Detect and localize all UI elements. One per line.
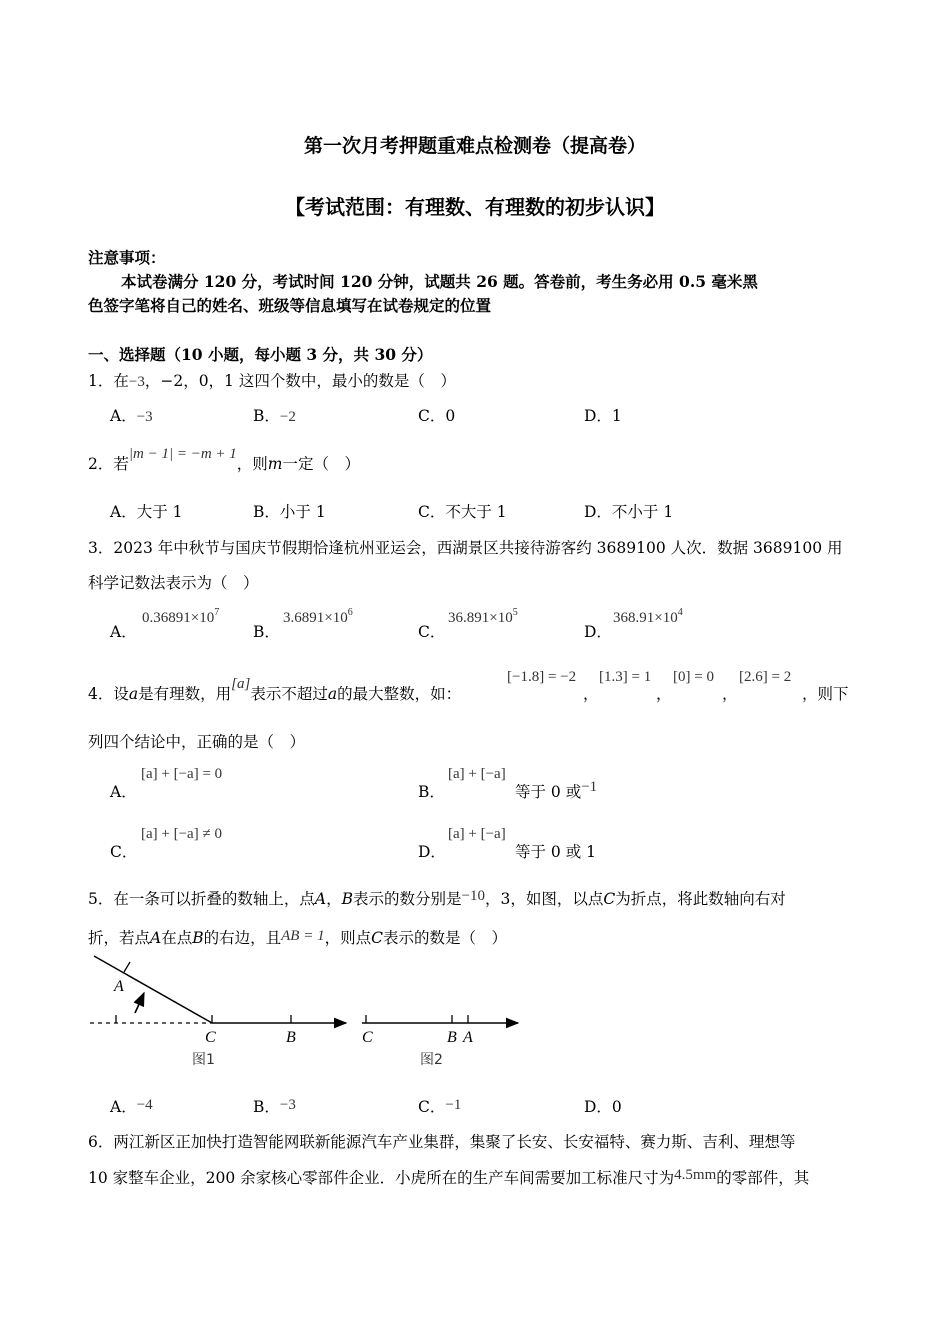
q5-option-a: A．−4 (110, 1097, 153, 1116)
q3-option-a: $0.36891\times 10^7$ (142, 607, 220, 626)
q2-option-d: D．不小于 1 (584, 503, 674, 521)
tick-a (124, 962, 130, 972)
q3-option-d-label: D． (584, 623, 612, 641)
page-title: 第一次月考押题重难点检测卷（提高卷） (303, 135, 646, 157)
notice-line-1: 本试卷满分 120 分，考试时间 120 分钟，试题共 26 题。答卷前，考生务必用 0.5 毫米黑 (121, 272, 758, 291)
q4-example-4: [2.6] = 2 (739, 669, 792, 685)
q4-example-1: [−1.8] = −2 (507, 669, 577, 685)
q4-option-b-label: B． (418, 783, 445, 801)
q3-option-c-label: C． (418, 623, 446, 641)
q4-option-b: [a] + [−a] (448, 766, 506, 782)
q2-option-c: C．不大于 1 (418, 503, 507, 521)
q3-option-b-label: B． (253, 623, 280, 641)
q4-option-a: [a] + [−a] = 0 (141, 766, 223, 782)
q4-comma-3: ， (722, 685, 738, 703)
label-a: A (463, 1029, 473, 1046)
q1-option-a: A．−3 (110, 407, 153, 425)
question-2-stem: 2．若|m − 1| = −m + 1，则m一定（ ） (88, 446, 361, 473)
q4-stem-end: ，则下 (802, 685, 849, 703)
q3-option-b: $3.6891\times 10^6$ (283, 607, 353, 626)
q4-option-a-label: A． (110, 783, 137, 801)
folded-number-line-figure-1 (86, 948, 356, 1076)
figure-1-caption: 图1 (192, 1052, 215, 1068)
question-3-line-1: 3．2023 年中秋节与国庆节假期恰逢杭州亚运会，西湖景区共接待游客约 3689100 人次．数据 3689100 用 (88, 539, 843, 557)
fold-arrow (135, 993, 144, 1013)
q4-option-b-tail: 等于 0 或−1 (515, 779, 598, 801)
question-6-line-2: 10 家整车企业，200 余家核心零部件企业．小虎所在的生产车间需要加工标准尺寸为4.5mm的零部件，其 (88, 1167, 810, 1187)
notice-heading: 注意事项： (88, 248, 166, 267)
folded-number-line-figure-2 (356, 1010, 526, 1074)
question-3-line-2: 科学记数法表示为（ ） (88, 574, 259, 592)
q5-option-c: C．−1 (418, 1097, 462, 1116)
q3-option-a-label: A． (110, 623, 137, 641)
question-5-line-2: 折，若点A在点B的右边，且AB = 1，则点C表示的数是（ ） (88, 928, 507, 947)
q4-option-d-label: D． (418, 843, 446, 861)
figure-2-caption: 图2 (420, 1052, 443, 1068)
q1-option-d: D．1 (584, 407, 622, 425)
label-c: C (362, 1029, 373, 1046)
label-a: A (114, 978, 124, 995)
q4-example-3: [0] = 0 (673, 669, 714, 685)
q4-comma-1: ， (583, 685, 599, 703)
q4-option-c-label: C． (110, 843, 138, 861)
q4-option-d-tail: 等于 0 或 1 (515, 843, 597, 861)
q1-option-c: C．0 (418, 407, 456, 425)
q1-option-b: B．−2 (253, 407, 296, 425)
q4-option-c: [a] + [−a] ≠ 0 (141, 826, 222, 842)
question-5-line-1: 5．在一条可以折叠的数轴上，点A，B表示的数分别是−10，3，如图，以点C为折点，将此数轴向右对 (88, 888, 786, 908)
q2-option-a: A．大于 1 (110, 503, 183, 521)
exam-scope: 【考试范围：有理数、有理数的初步认识】 (285, 195, 665, 219)
q2-option-b: B．小于 1 (253, 503, 326, 521)
label-b: B (447, 1029, 457, 1046)
section-heading: 一、选择题（10 小题，每小题 3 分，共 30 分） (88, 345, 433, 364)
q3-option-c: $36.891\times 10^5$ (448, 607, 518, 626)
q4-example-2: [1.3] = 1 (599, 669, 652, 685)
question-4-stem: 4．设a是有理数，用[a]表示不超过a的最大整数，如： (88, 676, 462, 703)
question-1-stem: 1．在−3，−2，0，1 这四个数中，最小的数是（ ） (88, 372, 456, 390)
question-6-line-1: 6．两江新区正加快打造智能网联新能源汽车产业集群，集聚了长安、长安福特、赛力斯、吉利、理想等 (88, 1133, 796, 1151)
question-4-line-2: 列四个结论中，正确的是（ ） (88, 733, 306, 751)
label-c: C (205, 1029, 216, 1046)
q5-option-d: D．0 (584, 1098, 622, 1116)
notice-line-2: 色签字笔将自己的姓名、班级等信息填写在试卷规定的位置 (88, 296, 492, 315)
q2-equation: |m − 1| = −m + 1 (128, 446, 237, 462)
q5-option-b: B．−3 (253, 1097, 296, 1116)
label-b: B (286, 1029, 296, 1046)
q4-option-d: [a] + [−a] (448, 826, 506, 842)
q4-comma-2: ， (656, 685, 672, 703)
folded-ray (94, 956, 212, 1023)
q3-option-d: $368.91\times 10^4$ (613, 607, 683, 626)
